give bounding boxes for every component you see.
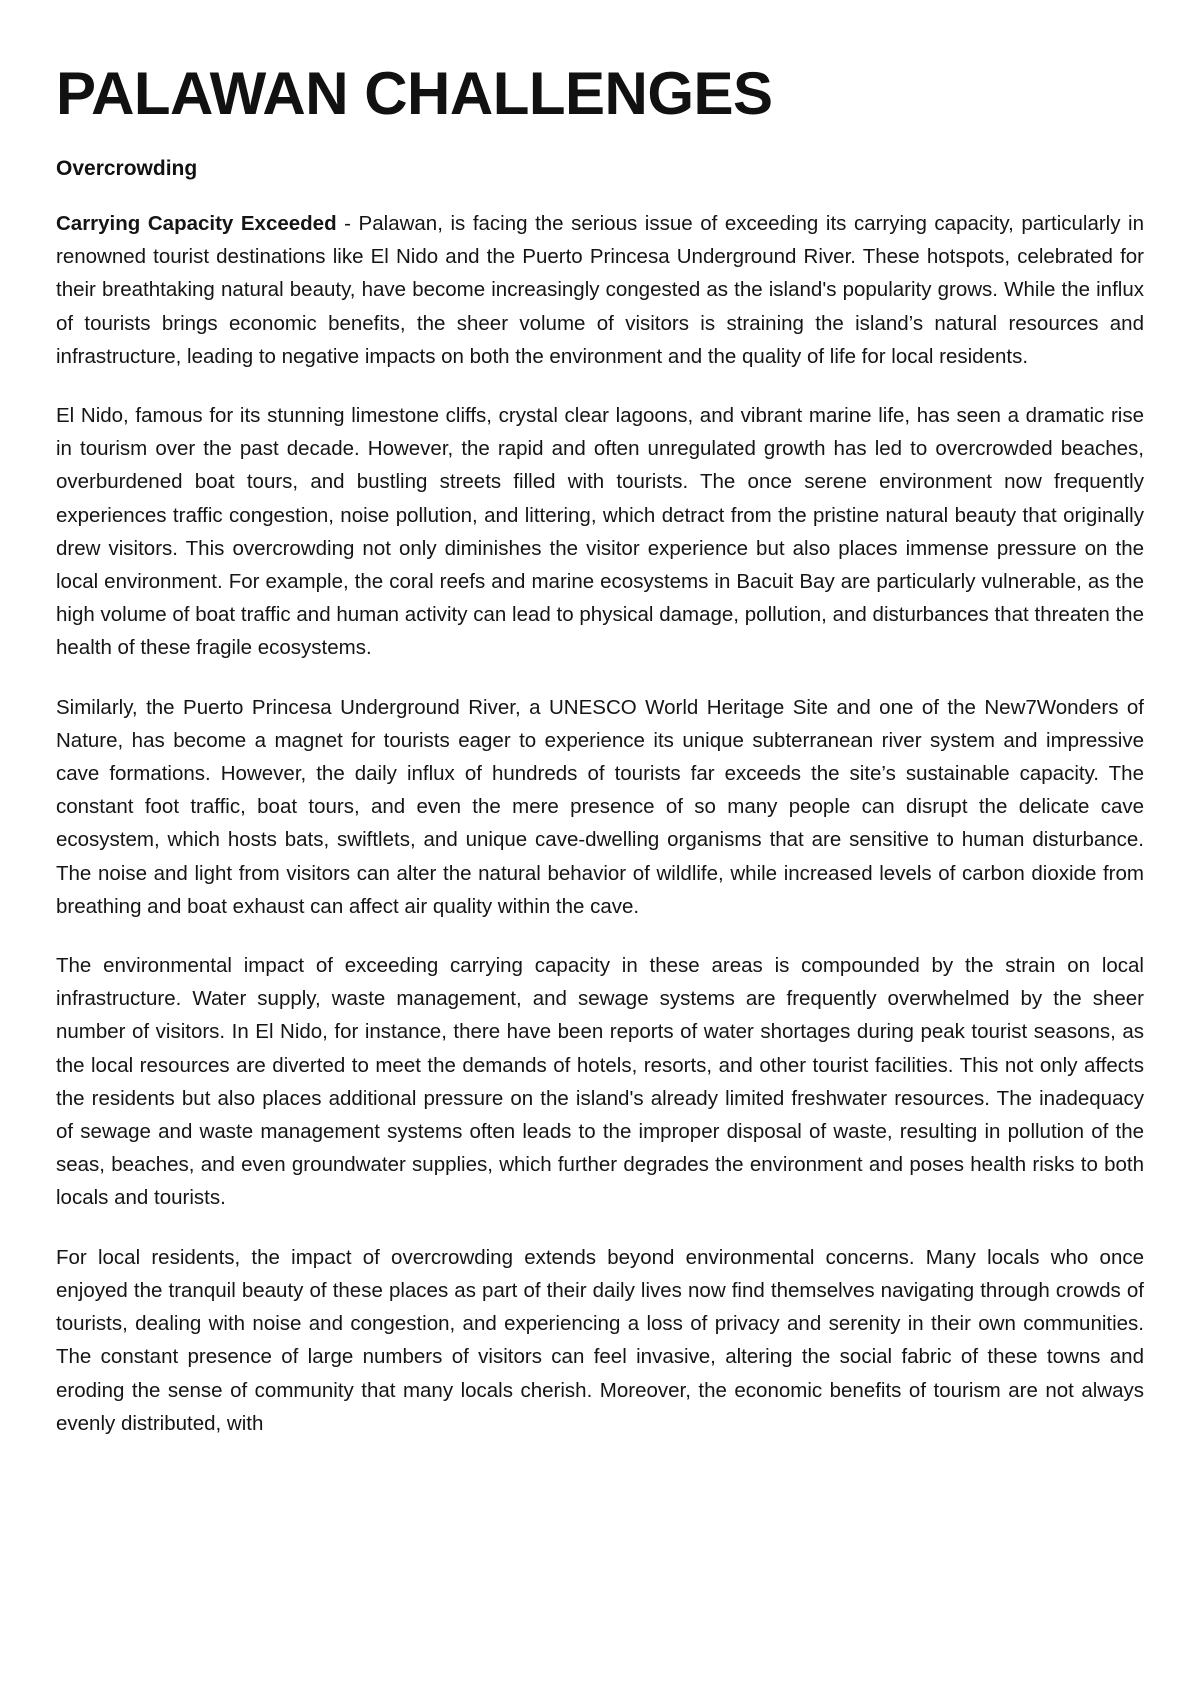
document-title: PALAWAN CHALLENGES — [56, 60, 773, 127]
paragraph-text: - Palawan, is facing the serious issue of exceeding its carrying capacity, particularly in renowned tourist destinations like El Nido and the Puerto Princesa Underground River. These hotspots, celebrated for their breathtaking natural beauty, have become increasingly congested as the island's popularity grows. While the influx of tourists brings economic benefits, the sheer volume of visitors is straining the island’s natural resources and infrastructure, leading to negative impacts on both the environment and the quality of life for local residents. — [56, 212, 1144, 368]
paragraph-lead: Carrying Capacity Exceeded — [56, 212, 337, 235]
paragraph-underground-river: Similarly, the Puerto Princesa Underground River, a UNESCO World Heritage Site and one of the New7Wonders of Nature, has become a magnet for tourists eager to experience its unique subterranean river system and impressive cave formations. However, the daily influx of hundreds of tourists far exceeds the site’s sustainable capacity. The constant foot traffic, boat tours, and even the mere presence of so many people can disrupt the delicate cave ecosystem, which hosts bats, swiftlets, and unique cave-dwelling organisms that are sensitive to human disturbance. The noise and light from visitors can alter the natural behavior of wildlife, while increased levels of carbon dioxide from breathing and boat exhaust can affect air quality within the cave. — [56, 695, 1144, 918]
document-page — [56, 58, 1144, 1440]
section-heading: Overcrowding — [56, 157, 198, 180]
paragraph-el-nido: El Nido, famous for its stunning limestone cliffs, crystal clear lagoons, and vibrant marine life, has seen a dramatic rise in tourism over the past decade. However, the rapid and often unregulated growth has led to overcrowded beaches, overburdened boat tours, and bustling streets filled with tourists. The once serene environment now frequently experiences traffic congestion, noise pollution, and littering, which detract from the pristine natural beauty that originally drew visitors. This overcrowding not only diminishes the visitor experience but also places immense pressure on the local environment. For example, the coral reefs and marine ecosystems in Bacuit Bay are particularly vulnerable, as the high volume of boat traffic and human activity can lead to physical damage, pollution, and disturbances that threaten the health of these fragile ecosystems. — [56, 404, 1144, 660]
paragraph-local-residents: For local residents, the impact of overcrowding extends beyond environmental concerns. Many locals who once enjoyed the tranquil beauty of these places as part of their daily lives now find themselves navigating through crowds of tourists, dealing with noise and congestion, and experiencing a loss of privacy and serenity in their own communities. The constant presence of large numbers of visitors can feel invasive, altering the social fabric of these towns and eroding the sense of community that many locals cherish. Moreover, the economic benefits of tourism are not always evenly distributed, with — [56, 1245, 1144, 1435]
paragraph-carrying-capacity — [56, 207, 1144, 373]
paragraph-infrastructure: The environmental impact of exceeding carrying capacity in these areas is compounded by the strain on local infrastructure. Water supply, waste management, and sewage systems are frequently overwhelmed by the sheer number of visitors. In El Nido, for instance, there have been reports of water shortages during peak tourist seasons, as the local resources are diverted to meet the demands of hotels, resorts, and other tourist facilities. This not only affects the residents but also places additional pressure on the island's already limited freshwater resources. The inadequacy of sewage and waste management systems often leads to the improper disposal of waste, resulting in pollution of the seas, beaches, and even groundwater supplies, which further degrades the environment and poses health risks to both locals and tourists. — [56, 954, 1144, 1210]
